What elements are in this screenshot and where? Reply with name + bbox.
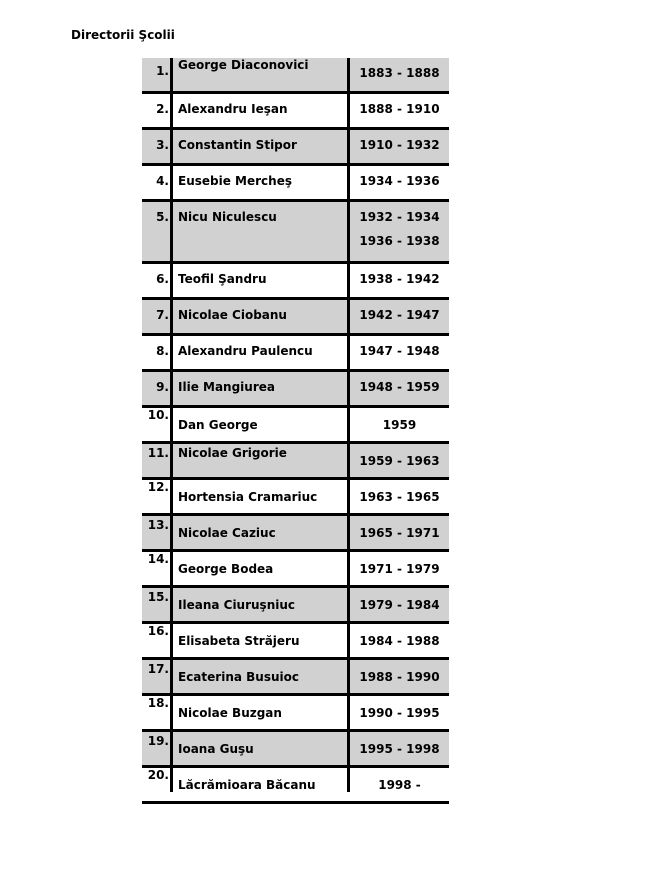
director-period [350,66,449,80]
director-number: 15. [147,590,169,604]
director-number: 18. [147,696,169,710]
director-number: 19. [147,734,169,748]
director-period [350,174,449,188]
director-name: Nicolae Buzgan [178,706,282,720]
director-row [142,58,449,94]
period-text: 1938 - 1942 [359,272,440,286]
director-row [142,264,449,300]
director-period [350,598,449,612]
director-period [350,102,449,116]
director-name: Constantin Stipor [178,138,297,152]
director-number: 1. [156,64,169,78]
director-number: 9. [156,380,169,394]
director-period [350,778,449,792]
director-name: Alexandru Paulencu [178,344,313,358]
director-row [142,768,449,804]
director-period [350,308,449,322]
director-number: 20. [147,768,169,782]
director-period [350,210,449,248]
directors-table [142,58,449,804]
director-number: 17. [147,662,169,676]
director-period [350,742,449,756]
director-period [350,380,449,394]
director-number: 11. [147,446,169,460]
director-row [142,300,449,336]
director-name: Ileana Ciuruşniuc [178,598,296,612]
director-number: 2. [156,102,169,116]
period-text: 1959 - 1963 [359,454,440,468]
director-number: 16. [147,624,169,638]
director-name: Nicolae Grigorie [178,446,287,460]
director-row [142,336,449,372]
director-period [350,272,449,286]
period-text: 1971 - 1979 [359,562,440,576]
director-number: 12. [147,480,169,494]
director-row [142,372,449,408]
period-text: 1965 - 1971 [359,526,440,540]
period-column-divider [347,58,350,792]
period-text: 1984 - 1988 [359,634,440,648]
director-period [350,670,449,684]
page-title: Directorii Şcolii [71,28,175,42]
director-row [142,588,449,624]
director-period [350,562,449,576]
director-number: 10. [147,408,169,422]
director-row [142,516,449,552]
director-period [350,454,449,468]
period-text: 1998 - [378,778,421,792]
period-text: 1995 - 1998 [359,742,440,756]
director-row [142,408,449,444]
director-row [142,166,449,202]
period-text: 1948 - 1959 [359,380,440,394]
period-text: 1936 - 1938 [359,234,440,248]
period-text: 1990 - 1995 [359,706,440,720]
director-name: Ecaterina Busuioc [178,670,299,684]
director-row [142,130,449,166]
director-name: Nicu Niculescu [178,210,277,224]
director-number: 3. [156,138,169,152]
director-period [350,526,449,540]
number-column-divider [170,58,173,792]
director-row [142,624,449,660]
director-period [350,418,449,432]
director-name: Hortensia Cramariuc [178,490,318,504]
period-text: 1883 - 1888 [359,66,440,80]
director-number: 6. [156,272,169,286]
director-name: Ilie Mangiurea [178,380,275,394]
director-name: Lăcrămioara Băcanu [178,778,316,792]
period-text: 1932 - 1934 [359,210,440,224]
director-name: Alexandru Ieşan [178,102,288,116]
director-name: Elisabeta Străjeru [178,634,300,648]
director-row [142,552,449,588]
director-number: 14. [147,552,169,566]
director-name: Nicolae Ciobanu [178,308,287,322]
director-number: 7. [156,308,169,322]
period-text: 1942 - 1947 [359,308,440,322]
period-text: 1910 - 1932 [359,138,440,152]
director-row [142,660,449,696]
director-number: 13. [147,518,169,532]
director-name: Dan George [178,418,258,432]
director-row [142,444,449,480]
director-period [350,490,449,504]
period-text: 1888 - 1910 [359,102,440,116]
director-name: George Diaconovici [178,58,309,72]
period-text: 1959 [382,418,417,432]
director-number: 5. [156,210,169,224]
director-row [142,696,449,732]
director-period [350,344,449,358]
director-period [350,138,449,152]
director-name: Teofil Şandru [178,272,267,286]
director-name: Ioana Guşu [178,742,254,756]
director-name: George Bodea [178,562,274,576]
director-period [350,706,449,720]
director-row [142,202,449,264]
period-text: 1963 - 1965 [359,490,440,504]
director-row [142,480,449,516]
director-row [142,94,449,130]
period-text: 1979 - 1984 [359,598,440,612]
director-name: Nicolae Caziuc [178,526,276,540]
director-row [142,732,449,768]
director-period [350,634,449,648]
period-text: 1988 - 1990 [359,670,440,684]
period-text: 1934 - 1936 [359,174,440,188]
director-number: 4. [156,174,169,188]
period-text: 1947 - 1948 [359,344,440,358]
director-name: Eusebie Mercheş [178,174,292,188]
director-number: 8. [156,344,169,358]
